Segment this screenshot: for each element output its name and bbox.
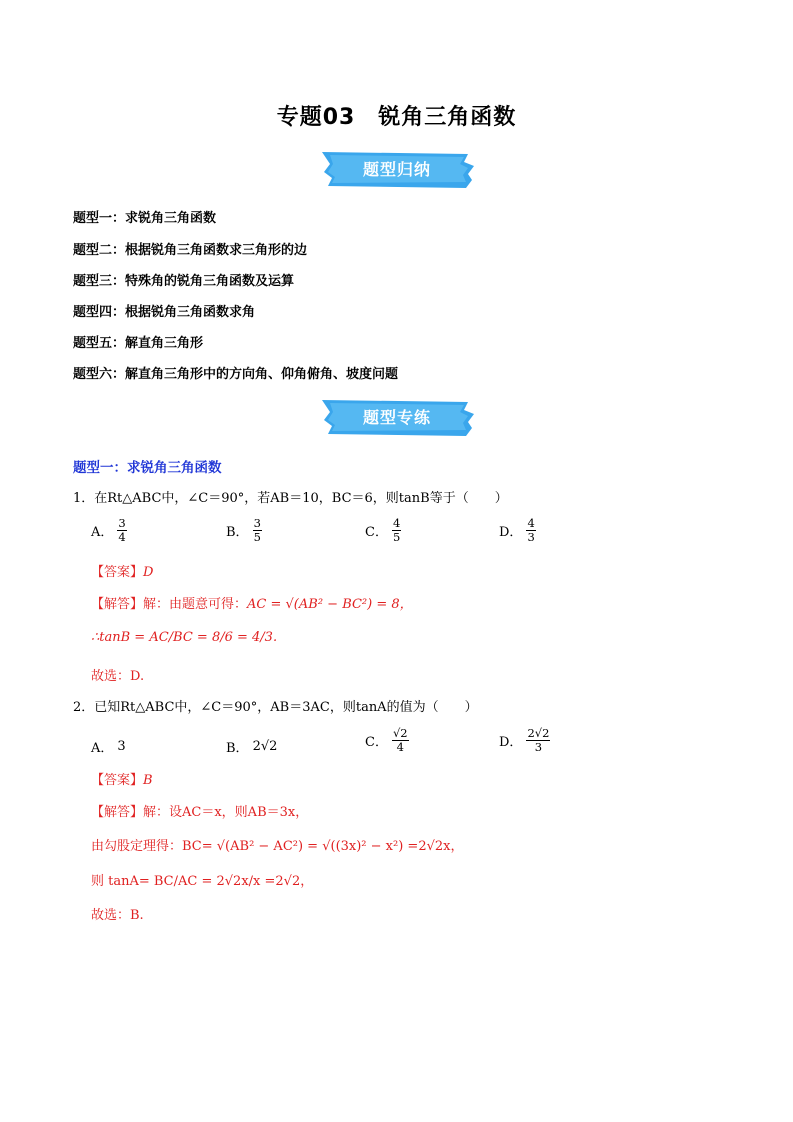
q2-solution-line2: 由勾股定理得：BC= √(AB² − AC²) = √((3x)² − x²) =2√2x， [91,839,464,854]
banner-practice [318,398,476,438]
q2-conclusion: 故选：B. [91,908,144,923]
q1-option-b: B． $\frac{3}{5}$ [226,516,261,544]
q1-solution-line2: ∴tanB = AC/BC = 8/6 = 4/3. [91,630,278,645]
question-1-stem: 1．在Rt△ABC中，∠C＝90°，若AB＝10，BC＝6，则tanB等于（ ） [73,491,508,506]
banner-title: 题型归纳 [362,160,431,179]
q2-answer: 【答案】B [91,773,153,788]
q2-option-b: B． 2√2 [226,739,278,756]
q2-option-d: D． $\frac{2√2}{3}$ [499,726,550,754]
q2-option-c: C． $\frac{√2}{4}$ [365,726,408,754]
section-heading: 题型一：求锐角三角函数 [73,460,222,476]
q2-solution-line3: 则 tanA= BC/AC = 2√2x/x =2√2， [91,874,314,889]
toc-item: 题型三：特殊角的锐角三角函数及运算 [73,274,295,289]
q2-option-a: A． 3 [91,739,126,756]
banner-title: 题型专练 [362,408,431,427]
toc-item: 题型六：解直角三角形中的方向角、仰角俯角、坡度问题 [73,367,399,382]
toc-item: 题型五：解直角三角形 [73,336,204,351]
q1-conclusion: 故选：D. [91,669,145,684]
q1-answer: 【答案】D [91,565,154,580]
q1-option-c: C． $\frac{4}{5}$ [365,516,401,544]
question-2-stem: 2．已知Rt△ABC中，∠C＝90°，AB＝3AC，则tanA的值为（ ） [73,700,478,715]
toc-item: 题型四：根据锐角三角函数求角 [73,305,256,320]
banner-categories [318,150,476,190]
page-title: 专题03 锐角三角函数 [276,105,517,130]
toc-item: 题型一：求锐角三角函数 [73,211,217,226]
q1-option-d: D． $\frac{4}{3}$ [499,516,535,544]
q2-solution-line1: 【解答】解：设AC＝x，则AB＝3x， [91,805,309,820]
q1-option-a: A． $\frac{3}{4}$ [91,516,126,544]
q1-solution-line1: 【解答】解：由题意可得：AC = √(AB² − BC²) = 8， [91,597,413,612]
toc-item: 题型二：根据锐角三角函数求三角形的边 [73,243,308,258]
